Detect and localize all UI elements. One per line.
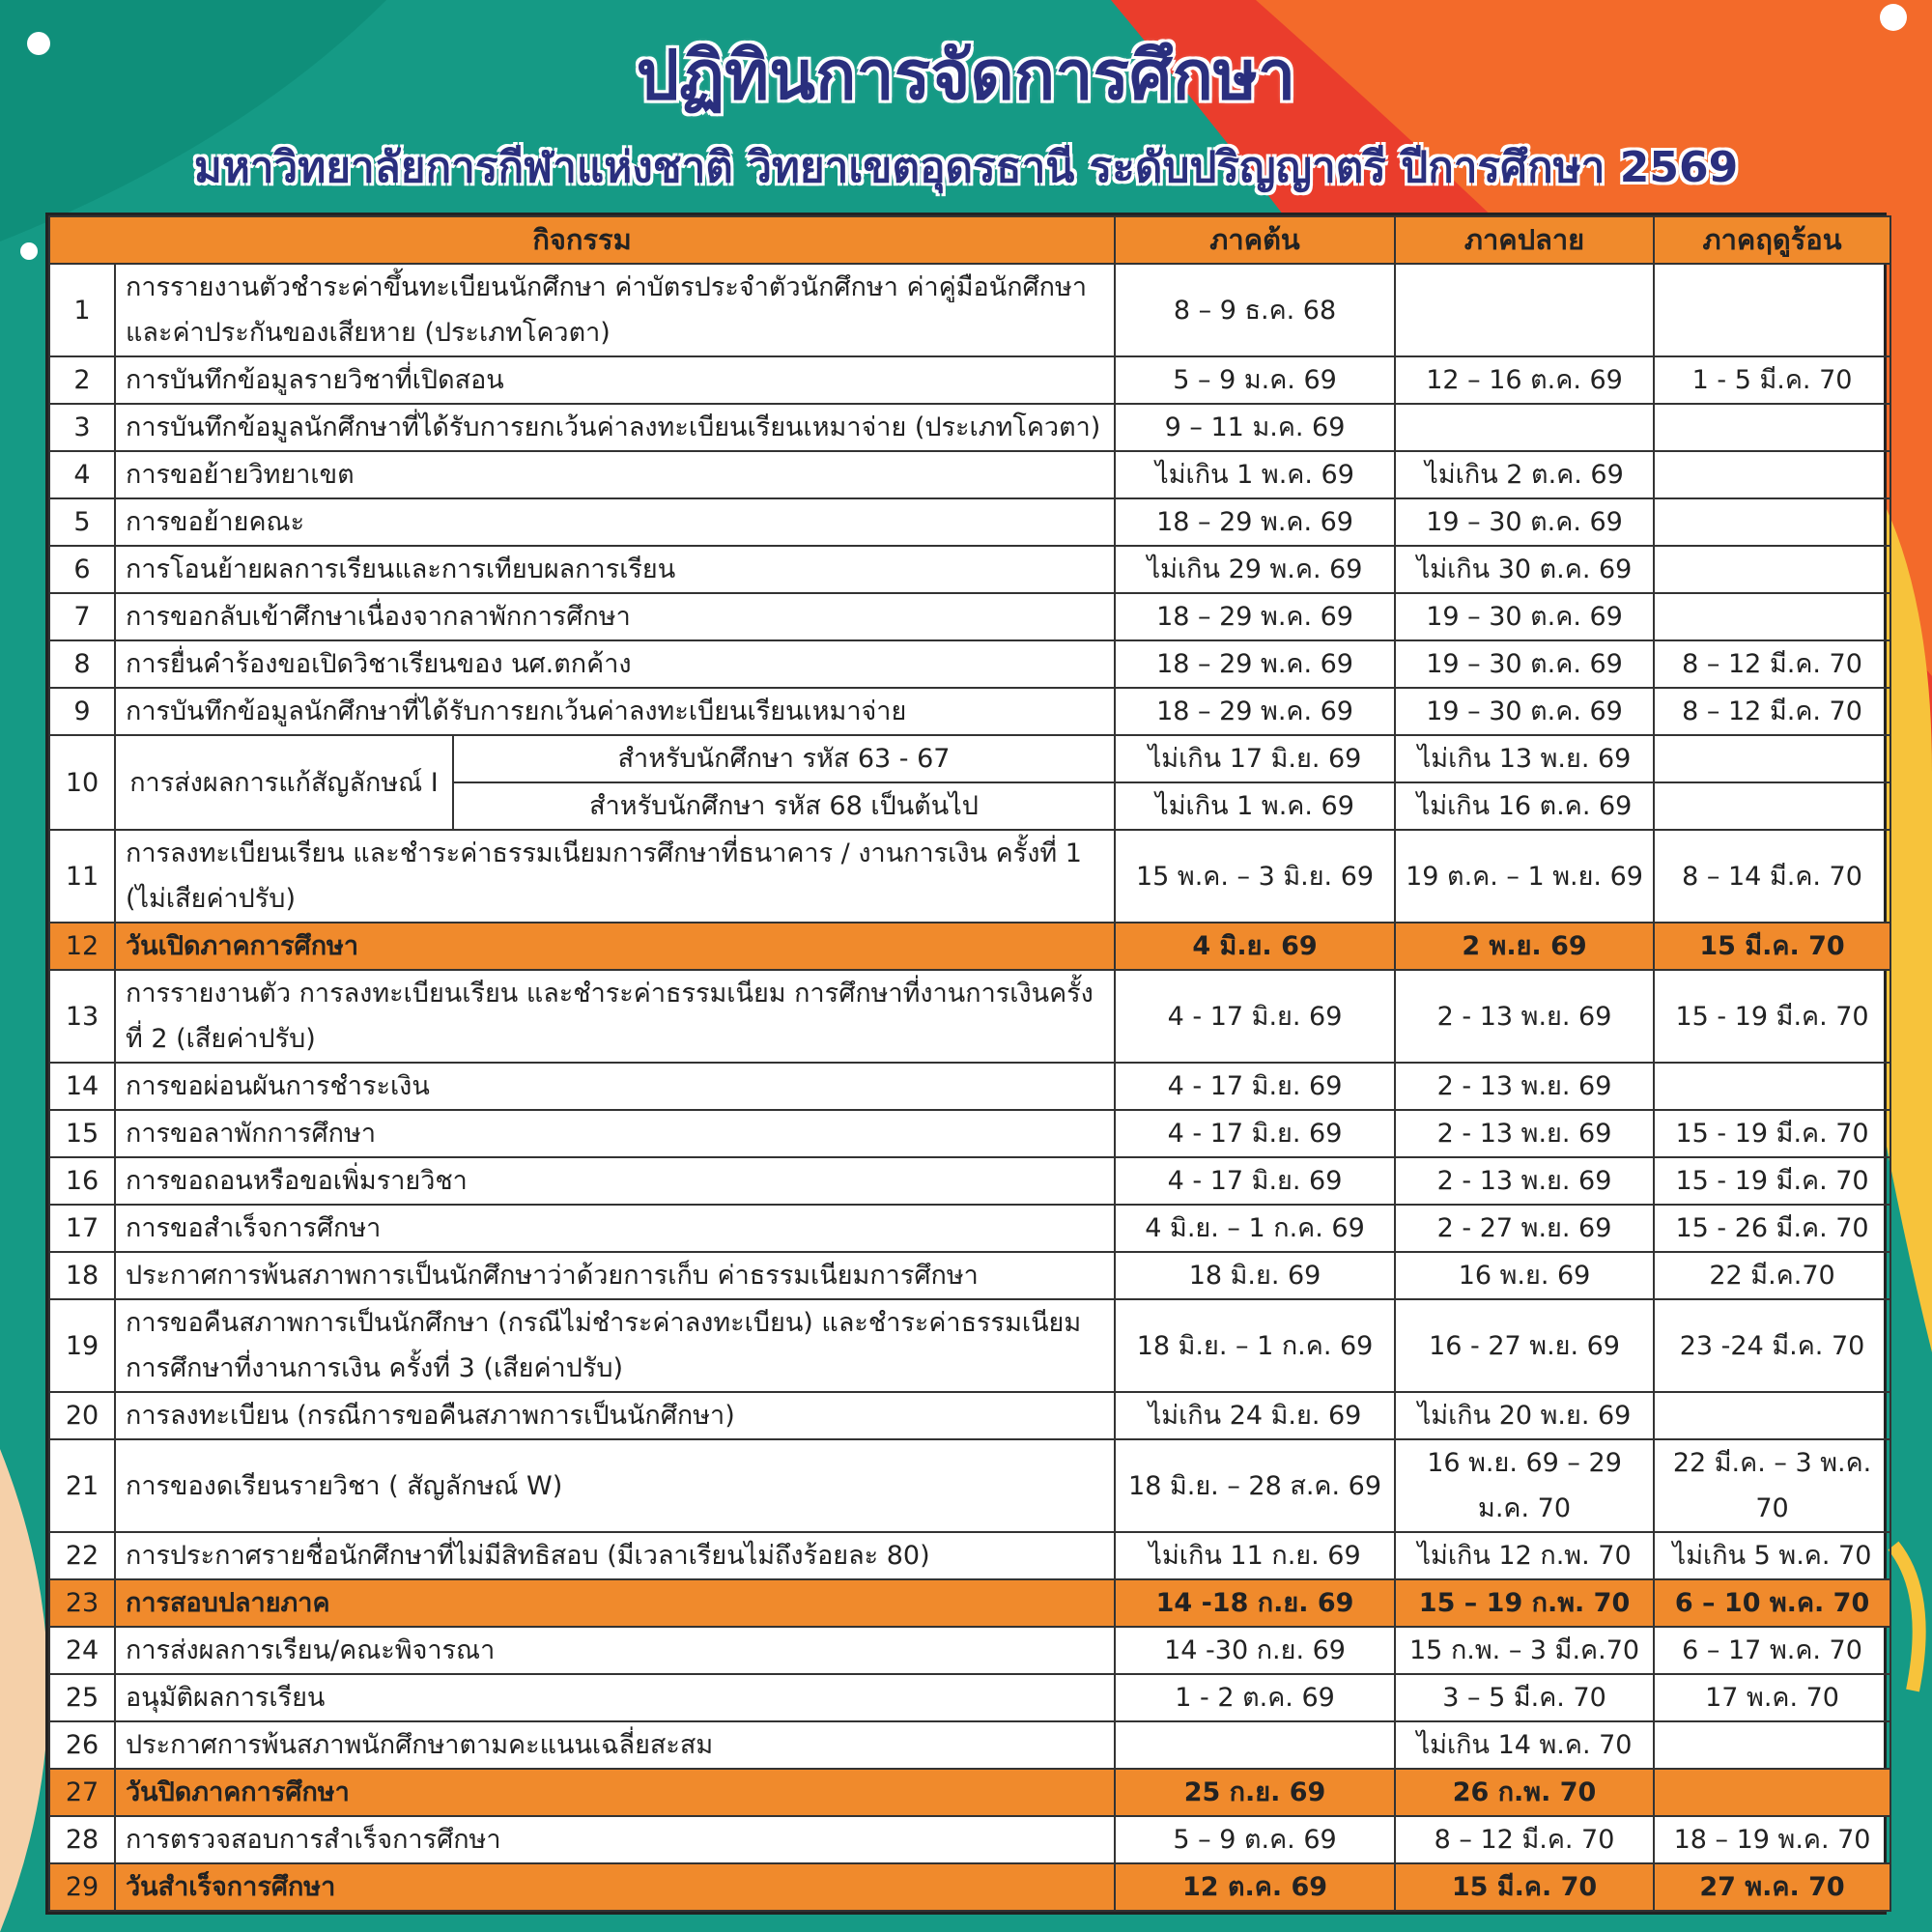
term2-date: 26 ก.พ. 70 [1395,1769,1654,1816]
summer-date: 1 - 5 มี.ค. 70 [1654,356,1890,404]
row-number: 18 [49,1252,115,1299]
activity-cell: การขอลาพักการศึกษา [115,1110,1115,1157]
activity-cell: การลงทะเบียนเรียน และชำระค่าธรรมเนียมการศึกษาที่ธนาคาร / งานการเงิน ครั้งที่ 1 (ไม่เสียค่าปรับ) [115,830,1115,923]
summer-date: 22 มี.ค.70 [1654,1252,1890,1299]
table-row [49,1392,1890,1439]
row-number: 12 [49,923,115,970]
activity-cell: วันเปิดภาคการศึกษา [115,923,1115,970]
term2-date: 19 – 30 ต.ค. 69 [1395,640,1654,688]
term2-date: 15 ก.พ. – 3 มี.ค.70 [1395,1627,1654,1674]
term1-date: 14 -18 ก.ย. 69 [1115,1579,1395,1627]
table-row [49,1721,1890,1769]
activity-cell: การขอย้ายคณะ [115,498,1115,546]
summer-date: 8 – 14 มี.ค. 70 [1654,830,1890,923]
table-row [49,830,1890,923]
table-row [49,1579,1890,1627]
table-row [49,498,1890,546]
table-row [49,1532,1890,1579]
term2-date: 15 มี.ค. 70 [1395,1863,1654,1911]
term2-date [1395,264,1654,356]
term2-date: 8 – 12 มี.ค. 70 [1395,1816,1654,1863]
summer-date: 15 - 19 มี.ค. 70 [1654,970,1890,1063]
row-number: 16 [49,1157,115,1205]
table-row [49,1674,1890,1721]
sub-activity-cell: สำหรับนักศึกษา รหัส 63 - 67 [453,735,1115,782]
activity-cell: การขอกลับเข้าศึกษาเนื่องจากลาพักการศึกษา [115,593,1115,640]
summer-date [1654,782,1890,830]
term2-date: 3 – 5 มี.ค. 70 [1395,1674,1654,1721]
term1-date: 9 – 11 ม.ค. 69 [1115,404,1395,451]
term2-date: 2 - 13 พ.ย. 69 [1395,1063,1654,1110]
term2-date: 2 พ.ย. 69 [1395,923,1654,970]
row-number: 11 [49,830,115,923]
term2-date: 2 - 13 พ.ย. 69 [1395,970,1654,1063]
table-header-row [49,216,1890,264]
table-row [49,970,1890,1063]
term2-date: ไม่เกิน 16 ต.ค. 69 [1395,782,1654,830]
table-row [49,1627,1890,1674]
activity-cell: การตรวจสอบการสำเร็จการศึกษา [115,1816,1115,1863]
term2-date: 19 – 30 ต.ค. 69 [1395,688,1654,735]
summer-date: ไม่เกิน 5 พ.ค. 70 [1654,1532,1890,1579]
term1-date: 14 -30 ก.ย. 69 [1115,1627,1395,1674]
row-number: 9 [49,688,115,735]
summer-date: 15 มี.ค. 70 [1654,923,1890,970]
term1-date: 12 ต.ค. 69 [1115,1863,1395,1911]
table-row [49,1063,1890,1110]
table-row [49,546,1890,593]
summer-date [1654,498,1890,546]
term2-date: ไม่เกิน 30 ต.ค. 69 [1395,546,1654,593]
table-row [49,1110,1890,1157]
activity-cell: การบันทึกข้อมูลนักศึกษาที่ได้รับการยกเว้นค่าลงทะเบียนเรียนเหมาจ่าย [115,688,1115,735]
term2-date: ไม่เกิน 13 พ.ย. 69 [1395,735,1654,782]
activity-cell: การยื่นคำร้องขอเปิดวิชาเรียนของ นศ.ตกค้าง [115,640,1115,688]
table-row [49,356,1890,404]
term1-date: ไม่เกิน 11 ก.ย. 69 [1115,1532,1395,1579]
row-number: 23 [49,1579,115,1627]
term2-date: ไม่เกิน 12 ก.พ. 70 [1395,1532,1654,1579]
row-number: 25 [49,1674,115,1721]
row-number: 22 [49,1532,115,1579]
activity-cell: การขอสำเร็จการศึกษา [115,1205,1115,1252]
summer-date [1654,404,1890,451]
row-number: 7 [49,593,115,640]
summer-date: 15 - 19 มี.ค. 70 [1654,1157,1890,1205]
activity-cell: การบันทึกข้อมูลนักศึกษาที่ได้รับการยกเว้นค่าลงทะเบียนเรียนเหมาจ่าย (ประเภทโควตา) [115,404,1115,451]
table-row [49,1863,1890,1911]
header-summer: ภาคฤดูร้อน [1654,216,1890,264]
row-number: 1 [49,264,115,356]
term1-date: ไม่เกิน 1 พ.ค. 69 [1115,451,1395,498]
header-term1: ภาคต้น [1115,216,1395,264]
activity-cell: การประกาศรายชื่อนักศึกษาที่ไม่มีสิทธิสอบ (มีเวลาเรียนไม่ถึงร้อยละ 80) [115,1532,1115,1579]
summer-date: 27 พ.ค. 70 [1654,1863,1890,1911]
term1-date: 4 - 17 มิ.ย. 69 [1115,970,1395,1063]
term1-date: 5 – 9 ต.ค. 69 [1115,1816,1395,1863]
term1-date: 18 มิ.ย. – 28 ส.ค. 69 [1115,1439,1395,1532]
term2-date: 16 พ.ย. 69 [1395,1252,1654,1299]
summer-date: 17 พ.ค. 70 [1654,1674,1890,1721]
row-number: 17 [49,1205,115,1252]
term1-date: 18 – 29 พ.ค. 69 [1115,498,1395,546]
term2-date [1395,404,1654,451]
activity-cell: การขอย้ายวิทยาเขต [115,451,1115,498]
summer-date: 22 มี.ค. – 3 พ.ค. 70 [1654,1439,1890,1532]
table-row [49,1439,1890,1532]
activity-cell: การของดเรียนรายวิชา ( สัญลักษณ์ W) [115,1439,1115,1532]
table-row [49,688,1890,735]
summer-date: 15 - 26 มี.ค. 70 [1654,1205,1890,1252]
calendar-table-wrapper [45,213,1887,1915]
table-row [49,1157,1890,1205]
term2-date: 19 ต.ค. – 1 พ.ย. 69 [1395,830,1654,923]
row-number: 24 [49,1627,115,1674]
row-number: 6 [49,546,115,593]
term2-date: 16 - 27 พ.ย. 69 [1395,1299,1654,1392]
summer-date [1654,1769,1890,1816]
term1-date: 18 มิ.ย. 69 [1115,1252,1395,1299]
row-number: 4 [49,451,115,498]
term1-date: 15 พ.ค. – 3 มิ.ย. 69 [1115,830,1395,923]
summer-date [1654,735,1890,782]
term1-date: 18 – 29 พ.ค. 69 [1115,593,1395,640]
activity-cell: การขอคืนสภาพการเป็นนักศึกษา (กรณีไม่ชำระค่าลงทะเบียน) และชำระค่าธรรมเนียม การศึกษาที่งานการเงิน ครั้งที่ 3 (เสียค่าปรับ) [115,1299,1115,1392]
activity-cell: การรายงานตัว การลงทะเบียนเรียน และชำระค่าธรรมเนียม การศึกษาที่งานการเงินครั้งที่ 2 (เสียค่าปรับ) [115,970,1115,1063]
row-number: 20 [49,1392,115,1439]
term2-date: 2 - 13 พ.ย. 69 [1395,1157,1654,1205]
activity-cell: อนุมัติผลการเรียน [115,1674,1115,1721]
term2-date: ไม่เกิน 2 ต.ค. 69 [1395,451,1654,498]
table-row [49,1299,1890,1392]
table-row [49,735,1890,782]
table-row [49,593,1890,640]
table-row [49,404,1890,451]
activity-cell: การส่งผลการเรียน/คณะพิจารณา [115,1627,1115,1674]
summer-date: 8 – 12 มี.ค. 70 [1654,640,1890,688]
summer-date [1654,1392,1890,1439]
row-number: 10 [49,735,115,830]
activity-cell: การรายงานตัวชำระค่าขึ้นทะเบียนนักศึกษา ค่าบัตรประจำตัวนักศึกษา ค่าคู่มือนักศึกษา และค่าประกันของเสียหาย (ประเภทโควตา) [115,264,1115,356]
term1-date: 4 - 17 มิ.ย. 69 [1115,1157,1395,1205]
row-number: 13 [49,970,115,1063]
row-number: 5 [49,498,115,546]
row-number: 27 [49,1769,115,1816]
summer-date: 8 – 12 มี.ค. 70 [1654,688,1890,735]
row-number: 15 [49,1110,115,1157]
term1-date: ไม่เกิน 1 พ.ค. 69 [1115,782,1395,830]
table-row [49,451,1890,498]
summer-date [1654,451,1890,498]
activity-cell: การขอผ่อนผันการชำระเงิน [115,1063,1115,1110]
row-number: 19 [49,1299,115,1392]
sub-activity-cell: สำหรับนักศึกษา รหัส 68 เป็นต้นไป [453,782,1115,830]
row-number: 28 [49,1816,115,1863]
activity-cell: การโอนย้ายผลการเรียนและการเทียบผลการเรียน [115,546,1115,593]
term1-date: 25 ก.ย. 69 [1115,1769,1395,1816]
term1-date: 4 - 17 มิ.ย. 69 [1115,1110,1395,1157]
term1-date: ไม่เกิน 24 มิ.ย. 69 [1115,1392,1395,1439]
table-row [49,1252,1890,1299]
term1-date: ไม่เกิน 17 มิ.ย. 69 [1115,735,1395,782]
summer-date [1654,593,1890,640]
header-activity: กิจกรรม [49,216,1115,264]
term2-date: 16 พ.ย. 69 – 29 ม.ค. 70 [1395,1439,1654,1532]
term2-date: 19 – 30 ต.ค. 69 [1395,593,1654,640]
table-row [49,264,1890,356]
summer-date: 6 – 10 พ.ค. 70 [1654,1579,1890,1627]
activity-cell: การสอบปลายภาค [115,1579,1115,1627]
term2-date: 2 - 27 พ.ย. 69 [1395,1205,1654,1252]
term2-date: 19 – 30 ต.ค. 69 [1395,498,1654,546]
activity-cell: การลงทะเบียน (กรณีการขอคืนสภาพการเป็นนักศึกษา) [115,1392,1115,1439]
summer-date [1654,1063,1890,1110]
summer-date [1654,546,1890,593]
term1-date: 1 - 2 ต.ค. 69 [1115,1674,1395,1721]
activity-cell: ประกาศการพ้นสภาพนักศึกษาตามคะแนนเฉลี่ยสะสม [115,1721,1115,1769]
term1-date: 4 มิ.ย. – 1 ก.ค. 69 [1115,1205,1395,1252]
term2-date: 15 – 19 ก.พ. 70 [1395,1579,1654,1627]
page-subtitle: มหาวิทยาลัยการกีฬาแห่งชาติ วิทยาเขตอุดรธานี ระดับปริญญาตรี ปีการศึกษา 2569 [193,143,1739,192]
table-row [49,640,1890,688]
term1-date: 18 มิ.ย. – 1 ก.ค. 69 [1115,1299,1395,1392]
row-number: 26 [49,1721,115,1769]
table-row [49,1205,1890,1252]
row-number: 14 [49,1063,115,1110]
summer-date: 6 – 17 พ.ค. 70 [1654,1627,1890,1674]
summer-date: 23 -24 มี.ค. 70 [1654,1299,1890,1392]
calendar-table [48,215,1891,1912]
term1-date: 4 - 17 มิ.ย. 69 [1115,1063,1395,1110]
summer-date: 15 - 19 มี.ค. 70 [1654,1110,1890,1157]
term2-date: 12 – 16 ต.ค. 69 [1395,356,1654,404]
row-number: 3 [49,404,115,451]
term1-date: 5 – 9 ม.ค. 69 [1115,356,1395,404]
term1-date [1115,1721,1395,1769]
table-row [49,1769,1890,1816]
table-row [49,1816,1890,1863]
term1-date: 18 – 29 พ.ค. 69 [1115,640,1395,688]
activity-cell: วันสำเร็จการศึกษา [115,1863,1115,1911]
summer-date [1654,1721,1890,1769]
summer-date [1654,264,1890,356]
row-number: 29 [49,1863,115,1911]
activity-cell: วันปิดภาคการศึกษา [115,1769,1115,1816]
summer-date: 18 – 19 พ.ค. 70 [1654,1816,1890,1863]
term1-date: 8 – 9 ธ.ค. 68 [1115,264,1395,356]
term2-date: ไม่เกิน 14 พ.ค. 70 [1395,1721,1654,1769]
term2-date: 2 - 13 พ.ย. 69 [1395,1110,1654,1157]
term2-date: ไม่เกิน 20 พ.ย. 69 [1395,1392,1654,1439]
term1-date: ไม่เกิน 29 พ.ค. 69 [1115,546,1395,593]
row-number: 2 [49,356,115,404]
header-term2: ภาคปลาย [1395,216,1654,264]
activity-cell: การส่งผลการแก้สัญลักษณ์ I [115,735,453,830]
term1-date: 18 – 29 พ.ค. 69 [1115,688,1395,735]
page-title: ปฏิทินการจัดการศึกษา [636,36,1296,115]
row-number: 21 [49,1439,115,1532]
activity-cell: การขอถอนหรือขอเพิ่มรายวิชา [115,1157,1115,1205]
term1-date: 4 มิ.ย. 69 [1115,923,1395,970]
row-number: 8 [49,640,115,688]
table-row [49,923,1890,970]
activity-cell: ประกาศการพ้นสภาพการเป็นนักศึกษาว่าด้วยการเก็บ ค่าธรรมเนียมการศึกษา [115,1252,1115,1299]
activity-cell: การบันทึกข้อมูลรายวิชาที่เปิดสอน [115,356,1115,404]
